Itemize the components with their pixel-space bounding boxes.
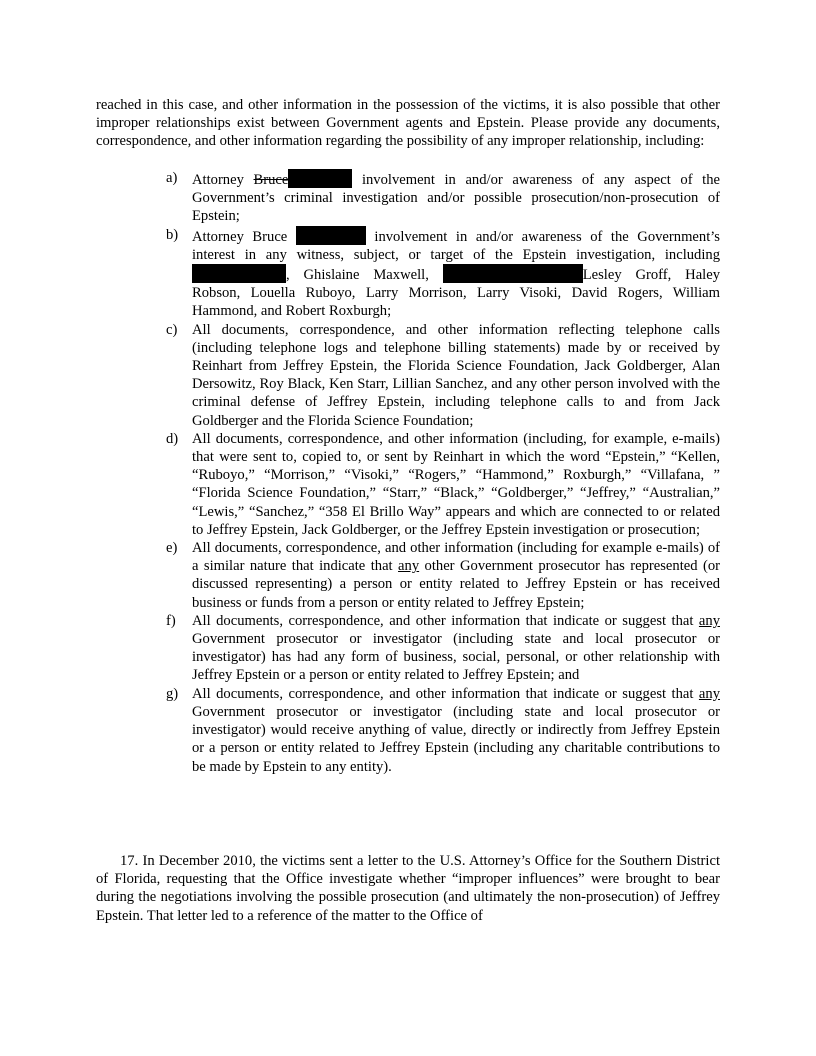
intro-paragraph: reached in this case, and other information in the possession of the victims, it is also possible that other improper relationships exist between Government agents and Epstein. Please provide any documents, correspondence, and other information regarding the possibility of any improper relationship, including: <box>96 97 720 150</box>
item-text-lead: Attorney <box>192 172 254 188</box>
item-text-post: Government prosecutor or investigator (including state and local prosecutor or investigator) would receive anything of value, directly or indirectly from Jeffrey Epstein or a person or entity related to Jeffrey Epstein (including any charitable contributions to be made by Epstein to any entity). <box>192 703 720 775</box>
list-item-f <box>166 612 720 685</box>
redaction-bar <box>288 169 352 188</box>
list-item-b <box>166 226 720 321</box>
item-text-tail: Lesley Groff, Haley Robson, Louella Ruboyo, Larry Morrison, Larry Visoki, David Rogers, William Hammond, and Robert Roxburgh; <box>192 267 720 320</box>
underlined-word: any <box>698 612 720 629</box>
list-marker: f) <box>166 612 176 629</box>
struck-name: Bruce <box>253 172 289 188</box>
item-text-post: other Government prosecutor has represented (or discussed representing) a person or entity related to Jeffrey Epstein or has received business or funds from a person or entity related to Jeffrey Epstein; <box>192 558 720 611</box>
list-marker: c) <box>166 321 178 338</box>
item-text: All documents, correspondence, and other information (including, for example, e-mails) that were sent to, copied to, or sent by Reinhart in which the word “Epstein,” “Kellen, “Ruboyo,” “Morrison,” “Visoki,” “Rogers,” “Hammond,” Roxburgh,” “Villafana, ” “Florida Science Foundation,” “Starr,” “Black,” “Goldberger,” “Jeffrey,” “Australian,” “Lewis,” “Sanchez,” “358 El Brillo Way” appears and which are connected to or related to Jeffrey Epstein, Jack Goldberger, or the Jeffrey Epstein investigation or prosecution; <box>192 430 720 538</box>
underlined-word: any <box>698 685 720 702</box>
list-marker: a) <box>166 170 178 186</box>
item-text-pre: All documents, correspondence, and other information that indicate or suggest that <box>192 612 699 629</box>
item-text-mid: , Ghislaine Maxwell, <box>286 267 443 284</box>
list-item-d <box>166 430 720 539</box>
request-list <box>166 169 720 776</box>
list-item-e <box>166 539 720 612</box>
redaction-bar <box>296 226 366 245</box>
item-text-pre: All documents, correspondence, and other information (including for example e-mails) of a similar nature that indicate that <box>192 540 720 575</box>
item-text-lead: Attorney Bruce <box>192 228 296 245</box>
paragraph-17: 17. In December 2010, the victims sent a letter to the U.S. Attorney’s Office for the Southern District of Florida, requesting that the Office investigate whether “improper influences” were brought to bear during the negotiations involving the possible prosecution (and ultimately the non-prosecution) of Jeffrey Epstein. That letter led to a reference of the matter to the Office of <box>96 853 720 924</box>
item-text-tail: involvement in and/or awareness of any aspect of the Government’s criminal investigation and/or possible prosecution/non-prosecution of Epstein; <box>192 172 720 225</box>
item-text-mid: involvement in and/or awareness of the Government’s interest in any witness, subject, or target of the Epstein investigation, including <box>192 228 720 263</box>
list-marker: d) <box>166 430 179 447</box>
item-text-post: Government prosecutor or investigator (including state and local prosecutor or investigator) has had any form of business, social, personal, or other relationship with Jeffrey Epstein or a person or entity related to Jeffrey Epstein; and <box>192 631 720 684</box>
redaction-bar <box>443 264 583 283</box>
list-marker: g) <box>166 685 179 702</box>
list-marker: b) <box>166 226 179 243</box>
item-text-pre: All documents, correspondence, and other information that indicate or suggest that <box>192 685 699 702</box>
list-marker: e) <box>166 540 178 557</box>
underlined-word: any <box>398 558 420 575</box>
list-item-c <box>166 321 720 430</box>
list-item-g <box>166 685 720 776</box>
redaction-bar <box>192 264 286 283</box>
item-text: All documents, correspondence, and other information reflecting telephone calls (including telephone logs and telephone billing statements) made by or received by Reinhart from Jeffrey Epstein, the Florida Science Foundation, Jack Goldberger, Alan Dersowitz, Roy Black, Ken Starr, Lillian Sanchez, and any other person involved with the criminal defense of Jeffrey Epstein, including telephone calls to and from Jack Goldberger and the Florida Science Foundation; <box>192 321 720 429</box>
list-item-a <box>166 169 720 226</box>
